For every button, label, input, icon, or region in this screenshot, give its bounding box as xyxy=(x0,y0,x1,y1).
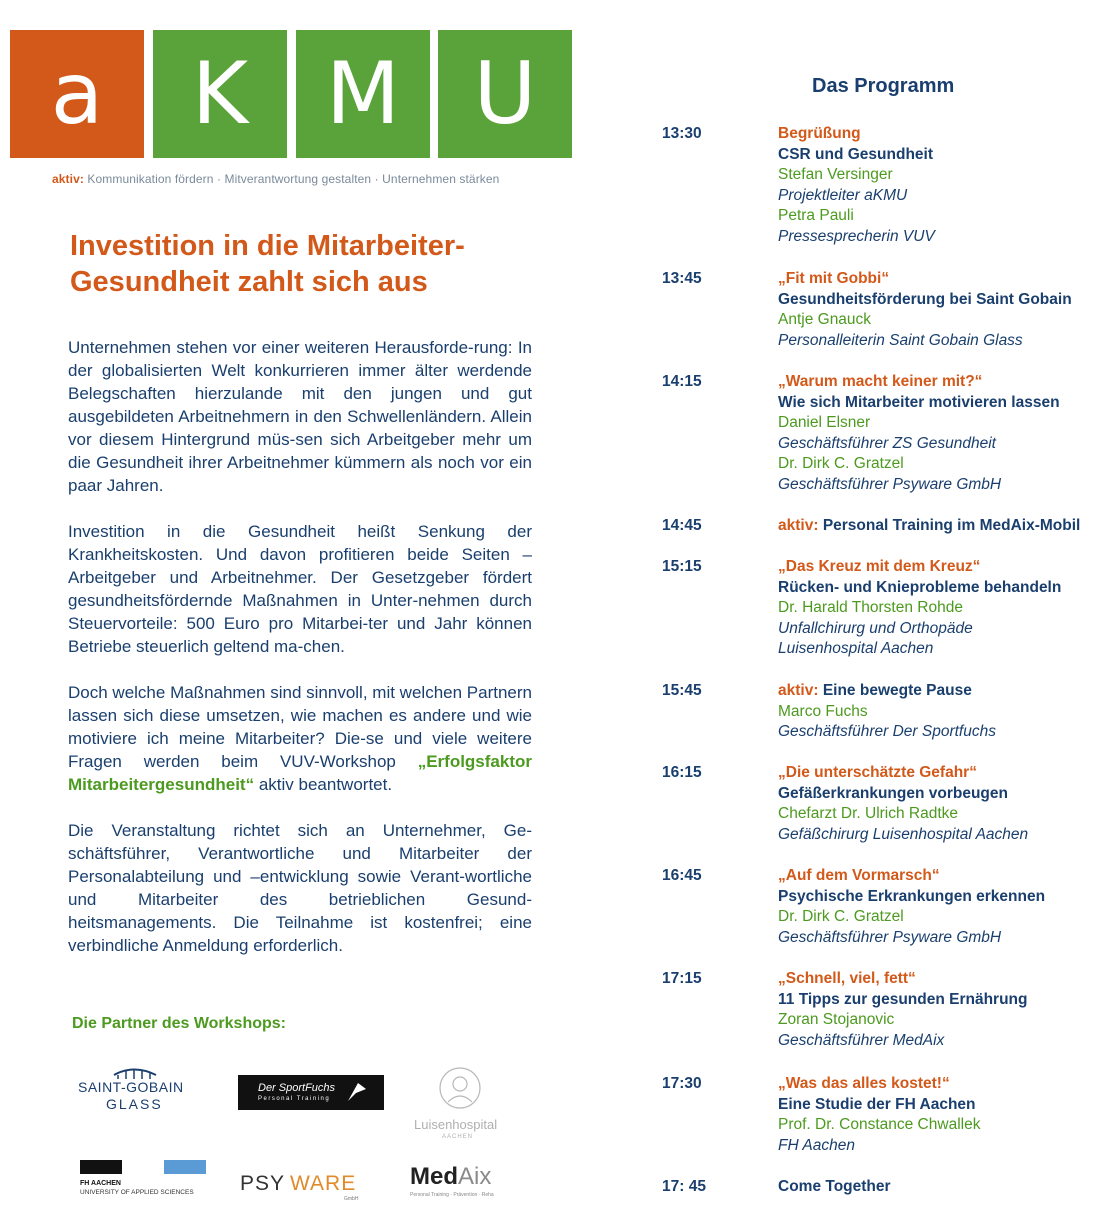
akmu-logo xyxy=(10,30,572,158)
logo-letter-a: a xyxy=(50,44,104,144)
partner-psyware xyxy=(240,1172,370,1202)
paragraph-3-start: Doch welche Maßnahmen sind sinnvoll, mit welchen Partnern lassen sich diese umsetzen, wie machen es andere und wie motiviere ich meine Mitarbeiter? Die-se und viele weitere Fragen werden beim VUV-Workshop xyxy=(68,683,532,771)
program-time: 13:30 xyxy=(662,125,702,142)
partner-fh-aachen xyxy=(78,1160,210,1200)
program-time: 14:45 xyxy=(662,517,702,534)
partner-sportfuchs xyxy=(238,1075,384,1110)
fh-aachen-black-block xyxy=(80,1160,122,1174)
psyware-sub: GmbH xyxy=(344,1196,359,1202)
speaker-name: Dr. Dirk C. Gratzel xyxy=(778,908,904,926)
speaker-name: Dr. Dirk C. Gratzel xyxy=(778,455,904,473)
psyware-ware: WARE xyxy=(290,1172,357,1195)
program-details xyxy=(778,969,1088,1051)
logo-tile-a xyxy=(10,30,144,158)
program-details xyxy=(778,516,1088,537)
session-topic: Wie sich Mitarbeiter motivieren lassen xyxy=(778,393,1060,411)
paragraph-2: Investition in die Gesundheit heißt Senkung der Krankheitskosten. Und davon profitieren beide Seiten – Arbeitgeber und Arbeitnehmer. Der Gesetzgeber fördert gesundheitsfördernde Maßnahmen in Unter-nehmen durch Steuervorteile: 500 Euro pro Mitarbei-ter und Jahr können Betriebe steuerlich geltend ma-chen. xyxy=(68,522,532,656)
logo-tile-k xyxy=(153,30,287,158)
session-title: Personal Training im MedAix-Mobil xyxy=(822,517,1081,534)
session-quote: „Die unterschätzte Gefahr“ xyxy=(778,764,977,781)
speaker-name: Zoran Stojanovic xyxy=(778,1011,895,1029)
medaix-aix: Aix xyxy=(458,1163,492,1190)
speaker-name: Daniel Elsner xyxy=(778,414,871,432)
headline-line-1: Investition in die Mitarbeiter- xyxy=(70,230,465,262)
aktiv-session xyxy=(778,681,1088,702)
partner-luisenhospital xyxy=(412,1064,512,1146)
headline-line-2: Gesundheit zahlt sich aus xyxy=(70,266,428,298)
speaker-name: Chefarzt Dr. Ulrich Radtke xyxy=(778,805,959,823)
speaker-role: Projektleiter aKMU xyxy=(778,186,908,204)
paragraph-4: Die Veranstaltung richtet sich an Unternehmer, Ge-schäftsführer, Verantwortliche und Mitarbeiter der Personalabteilung und –entwicklung sowie Verant-wortliche und Mitarbeiter des betrieblichen Gesund-heitsmanagements. Die Teilnahme ist kostenfrei; eine verbindliche Anmeldung erforderlich. xyxy=(68,821,532,955)
program-details xyxy=(778,866,1088,948)
fox-icon xyxy=(344,1079,370,1105)
session-quote: Begrüßung xyxy=(778,125,861,142)
session-topic: Come Together xyxy=(778,1178,891,1195)
session-topic: Gesundheitsförderung bei Saint Gobain xyxy=(778,290,1072,308)
session-topic: CSR und Gesundheit xyxy=(778,145,933,163)
program-details xyxy=(778,269,1088,351)
speaker-role: Geschäftsführer ZS Gesundheit xyxy=(778,434,996,452)
saint-gobain-sub: GLASS xyxy=(106,1096,163,1112)
luisenhospital-sub: AACHEN xyxy=(442,1134,474,1140)
speaker-name: Antje Gnauck xyxy=(778,311,872,329)
session-quote: „Das Kreuz mit dem Kreuz“ xyxy=(778,558,981,575)
program-time: 14:15 xyxy=(662,373,702,390)
session-topic: Psychische Erkrankungen erkennen xyxy=(778,887,1046,905)
program-details xyxy=(778,557,1088,660)
speaker-role: Geschäftsführer Psyware GmbH xyxy=(778,928,1002,946)
session-topic: Gefäßerkrankungen vorbeugen xyxy=(778,784,1008,802)
aktiv-label: aktiv: xyxy=(778,517,819,534)
paragraph-3-end: aktiv beantwortet. xyxy=(258,775,393,794)
session-quote: „Was das alles kostet!“ xyxy=(778,1075,950,1092)
luisenhospital-name: Luisenhospital xyxy=(414,1117,498,1132)
saint-gobain-name: SAINT-GOBAIN xyxy=(78,1079,184,1095)
program-time: 17:30 xyxy=(662,1075,702,1092)
speaker-role: Personalleiterin Saint Gobain Glass xyxy=(778,331,1023,349)
session-quote: „Warum macht keiner mit?“ xyxy=(778,373,983,390)
tagline-aktiv: aktiv: xyxy=(52,172,84,186)
partner-saint-gobain xyxy=(76,1062,196,1118)
tagline-text: Kommunikation fördern · Mitverantwortung gestalten · Unternehmen stärken xyxy=(87,172,500,186)
program-details xyxy=(778,763,1088,845)
speaker-role: Unfallchirurg und Orthopäde xyxy=(778,619,973,637)
session-topic: Rücken- und Knieprobleme behandeln xyxy=(778,578,1062,596)
program-time: 15:45 xyxy=(662,682,702,699)
logo-letter-k: K xyxy=(191,44,249,144)
program-title: Das Programm xyxy=(812,75,955,97)
program-details xyxy=(778,124,1088,248)
logo-tagline xyxy=(52,172,499,186)
logo-letter-u: U xyxy=(473,44,537,144)
program-details xyxy=(778,372,1088,496)
session-quote: „Auf dem Vormarsch“ xyxy=(778,867,940,884)
aktiv-label: aktiv: xyxy=(778,682,819,699)
speaker-role: Geschäftsführer Der Sportfuchs xyxy=(778,723,996,741)
medaix-sub: Personal Training · Prävention · Reha xyxy=(410,1192,494,1198)
speaker-role: Gefäßchirurg Luisenhospital Aachen xyxy=(778,825,1029,843)
body-text xyxy=(68,336,532,980)
speaker-role: Pressesprecherin VUV xyxy=(778,227,935,245)
program-time: 17: 45 xyxy=(662,1178,706,1195)
speaker-role: Geschäftsführer MedAix xyxy=(778,1031,945,1049)
logo-tile-m xyxy=(296,30,430,158)
logo-letter-m: M xyxy=(325,44,401,144)
program-time: 13:45 xyxy=(662,270,702,287)
program-details xyxy=(778,1177,1088,1198)
page-headline xyxy=(70,228,540,300)
program-time: 17:15 xyxy=(662,970,702,987)
program-time: 16:45 xyxy=(662,867,702,884)
speaker-name: Marco Fuchs xyxy=(778,702,868,720)
paragraph-3 xyxy=(68,681,532,796)
session-topic: Eine Studie der FH Aachen xyxy=(778,1095,976,1113)
logo-tile-u xyxy=(438,30,572,158)
speaker-role: Luisenhospital Aachen xyxy=(778,640,934,658)
program-time: 16:15 xyxy=(662,764,702,781)
luisenhospital-portrait-icon xyxy=(412,1064,512,1116)
program-details xyxy=(778,681,1088,743)
workshop-title: „Erfolgsfaktor Mitarbeitergesundheit“ xyxy=(68,752,532,794)
sportfuchs-sub: Personal Training xyxy=(258,1096,331,1102)
speaker-role: Geschäftsführer Psyware GmbH xyxy=(778,475,1002,493)
fh-aachen-blue-block xyxy=(164,1160,206,1174)
program-time: 15:15 xyxy=(662,558,702,575)
medaix-med: Med xyxy=(410,1163,458,1190)
session-title: Eine bewegte Pause xyxy=(822,682,972,699)
sportfuchs-name: Der SportFuchs xyxy=(258,1082,336,1094)
paragraph-1: Unternehmen stehen vor einer weiteren Herausforde-rung: In der globalisierten Welt konkurrieren immer älter werdende Belegschaften hierzulande mit den jungen und gut ausgebildeten Arbeitnehmern in den Schwellenländern. Allein vor diesem Hintergrund müs-sen sich Arbeitgeber mehr um die Gesundheit ihrer Arbeitnehmer kümmern als noch vor ein paar Jahren. xyxy=(68,338,532,495)
fh-aachen-sub: UNIVERSITY OF APPLIED SCIENCES xyxy=(80,1189,194,1196)
program-details xyxy=(778,1074,1088,1156)
speaker-name: Dr. Harald Thorsten Rohde xyxy=(778,599,963,617)
speaker-name: Stefan Versinger xyxy=(778,166,893,184)
aktiv-session xyxy=(778,516,1088,537)
fh-aachen-name: FH AACHEN xyxy=(80,1180,121,1187)
speaker-name: Prof. Dr. Constance Chwallek xyxy=(778,1116,981,1134)
psyware-psy: PSY xyxy=(240,1172,286,1195)
partners-title: Die Partner des Workshops: xyxy=(72,1015,286,1032)
session-quote: „Fit mit Gobbi“ xyxy=(778,270,890,287)
session-quote: „Schnell, viel, fett“ xyxy=(778,970,916,987)
speaker-name: Petra Pauli xyxy=(778,207,854,225)
partner-medaix xyxy=(410,1163,530,1201)
session-topic: 11 Tipps zur gesunden Ernährung xyxy=(778,990,1028,1008)
speaker-role: FH Aachen xyxy=(778,1136,855,1154)
